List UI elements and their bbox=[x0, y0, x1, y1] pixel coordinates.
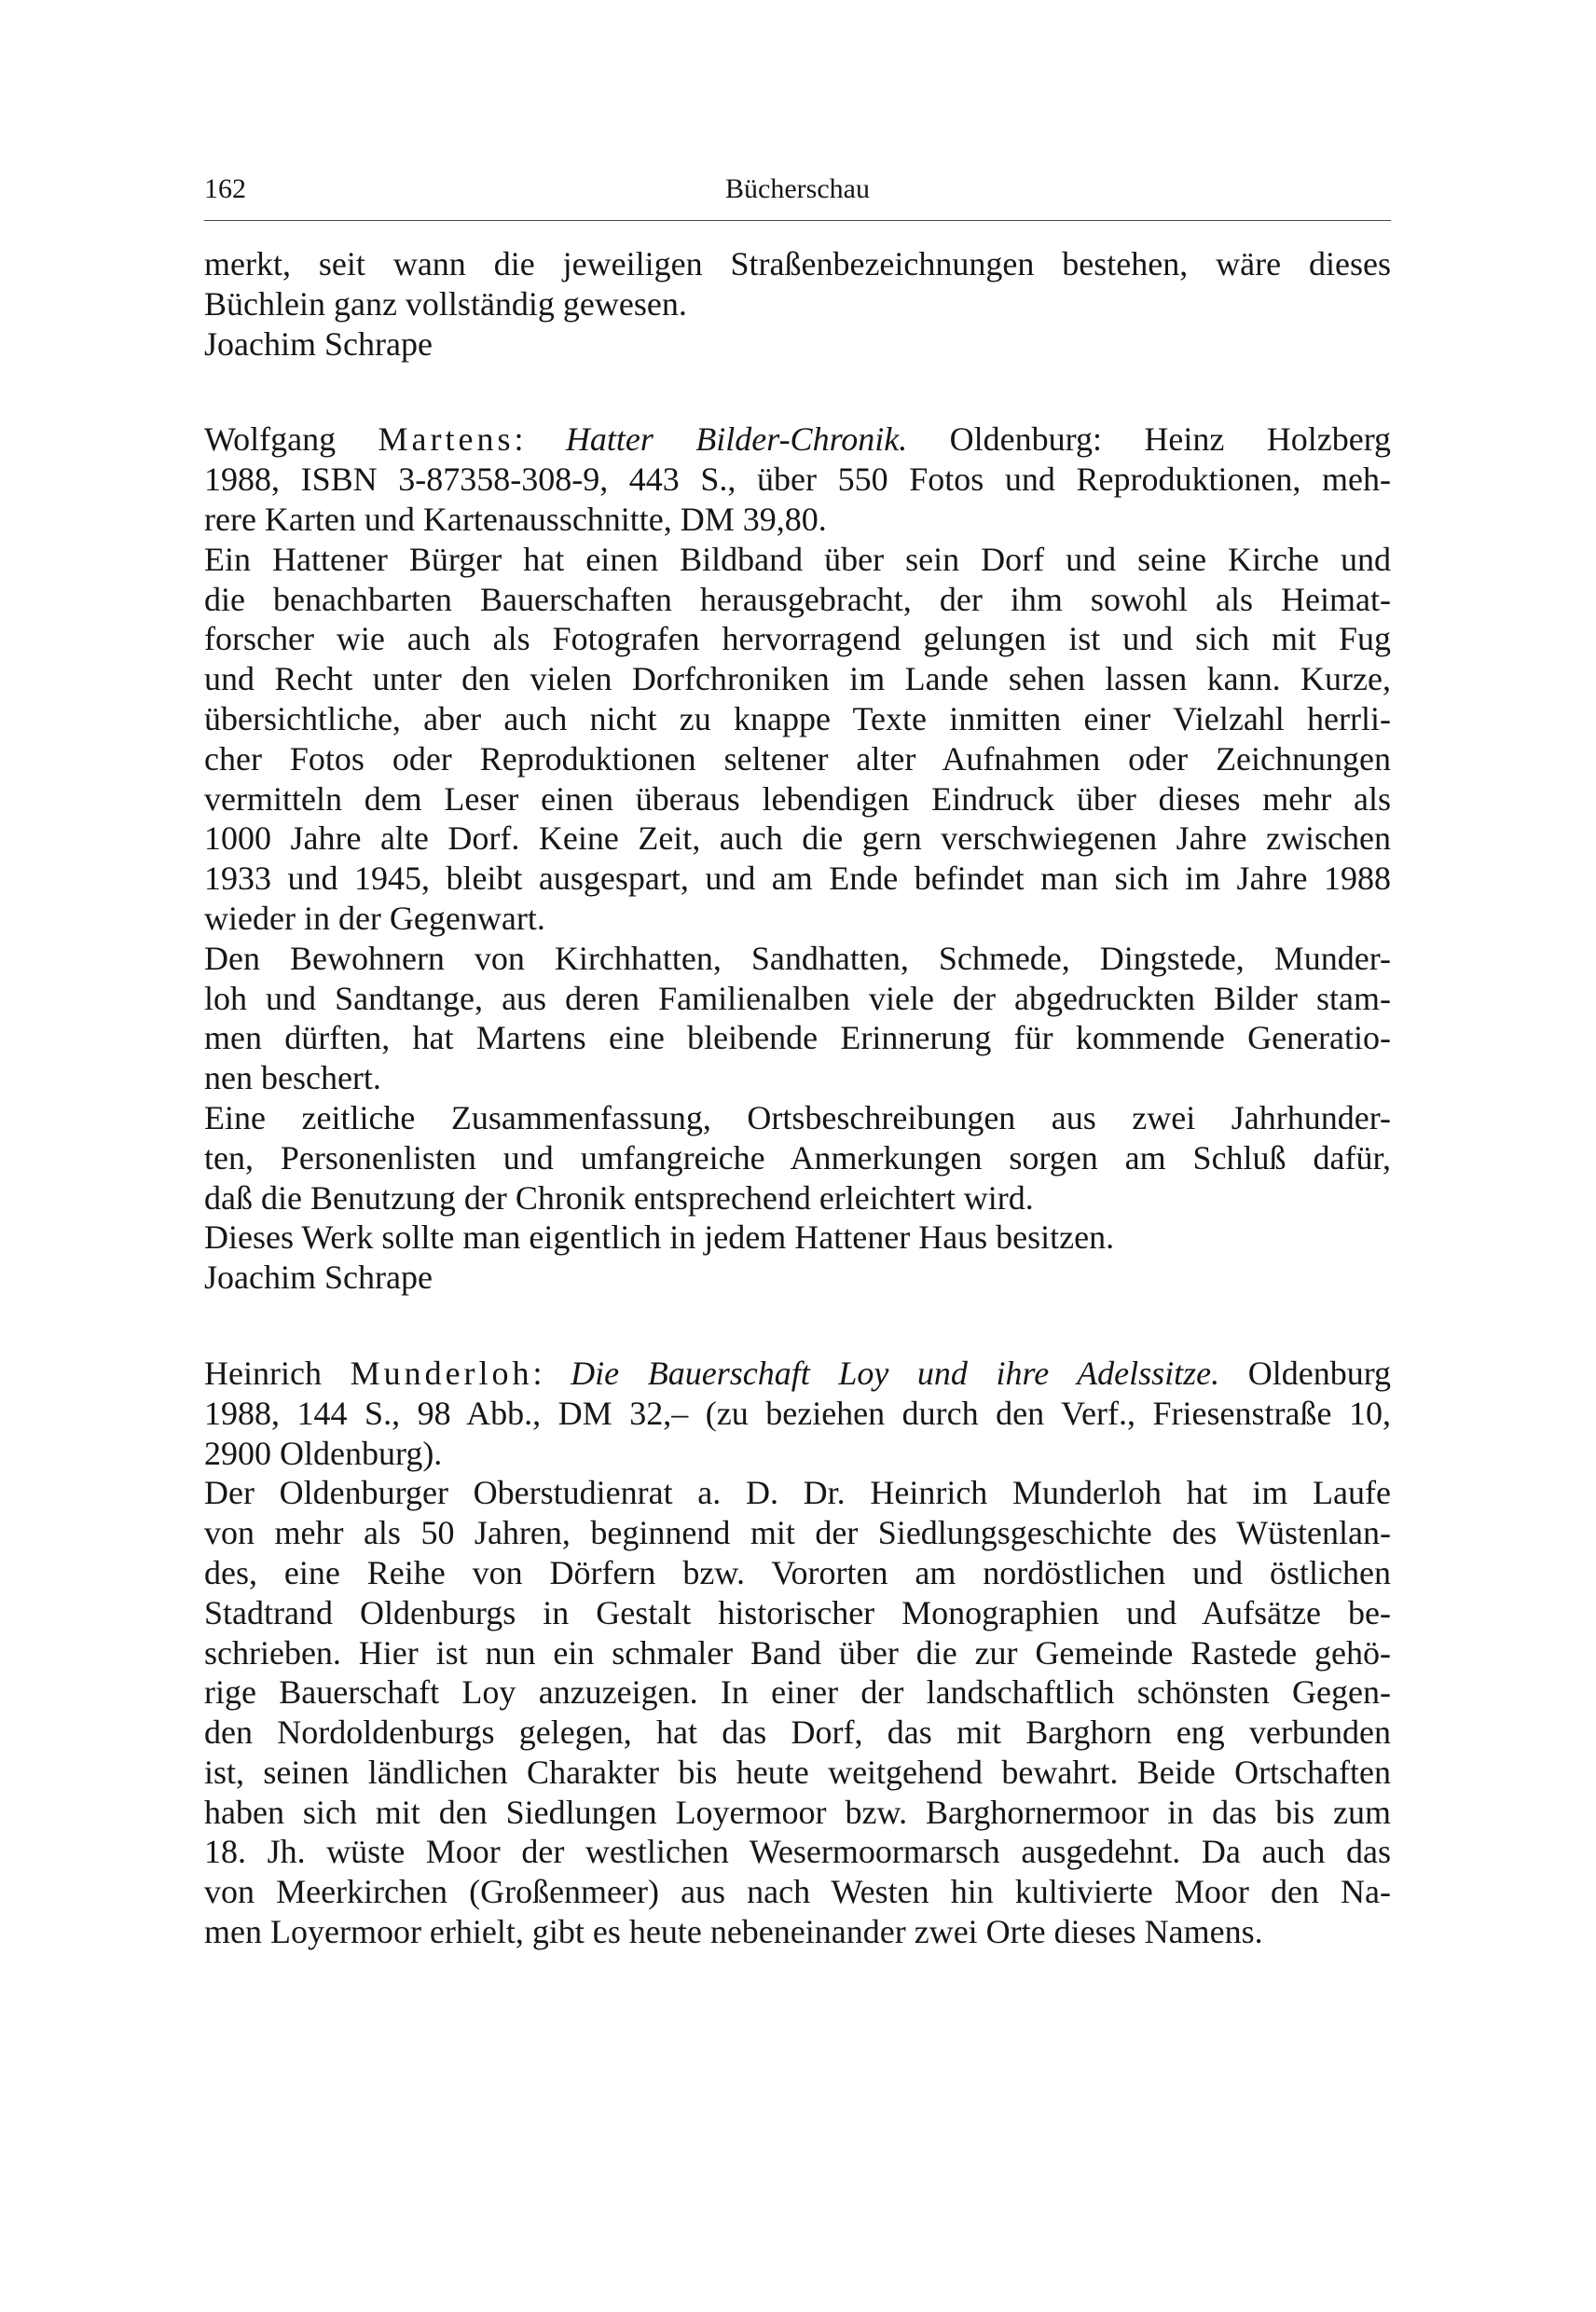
author-last-name: Martens bbox=[378, 420, 515, 459]
review-paragraph bbox=[204, 540, 1391, 939]
book-citation bbox=[204, 1354, 1391, 1473]
body-text bbox=[204, 244, 1391, 1952]
spacer bbox=[204, 364, 1391, 420]
running-title: Bücherschau bbox=[725, 173, 870, 204]
text-line: den Nordoldenburgs gelegen, hat das Dorf, das mit Barghorn eng verbunden bbox=[204, 1713, 1391, 1752]
text-line: ist, seinen ländlichen Charakter bis heute weitgehend bewahrt. Beide Ortschaften bbox=[204, 1753, 1391, 1791]
review-munderloh bbox=[204, 1354, 1391, 1952]
text-line: Büchlein ganz vollständig gewesen. bbox=[204, 284, 687, 323]
book-title: Die Bauerschaft Loy und ihre Adelssitze. bbox=[571, 1354, 1220, 1392]
review-paragraph bbox=[204, 1218, 1391, 1258]
text-line: Stadtrand Oldenburgs in Gestalt historischer Monographien und Aufsätze be- bbox=[204, 1593, 1391, 1631]
text-line: haben sich mit den Siedlungen Loyermoor bzw. Barghornermoor in das bis zum bbox=[204, 1793, 1391, 1831]
book-citation bbox=[204, 420, 1391, 539]
spacer bbox=[204, 1298, 1391, 1354]
citation-line bbox=[204, 1354, 1391, 1394]
review-martens bbox=[204, 420, 1391, 1298]
text-line: cher Fotos oder Reproduktionen seltener alter Aufnahmen oder Zeichnungen bbox=[204, 739, 1391, 778]
author-first-name: Heinrich bbox=[204, 1354, 322, 1392]
page-number: 162 bbox=[204, 173, 246, 204]
citation-line: 1988, 144 S., 98 Abb., DM 32,– (zu beziehen durch den Verf., Friesenstraße 10, bbox=[204, 1394, 1391, 1432]
citation-line: rere Karten und Kartenausschnitte, DM 39,80. bbox=[204, 500, 827, 538]
text-line: Ein Hattener Bürger hat einen Bildband über sein Dorf und seine Kirche und bbox=[204, 540, 1391, 578]
text-line: merkt, seit wann die jeweiligen Straßenbezeichnungen bestehen, wäre dieses bbox=[204, 245, 1391, 282]
text-line: wieder in der Gegenwart. bbox=[204, 899, 545, 937]
text-line: men dürften, hat Martens eine bleibende Erinnerung für kommende Generatio- bbox=[204, 1019, 1391, 1057]
text-line: forscher wie auch als Fotografen hervorragend gelungen ist und sich mit Fug bbox=[204, 620, 1391, 658]
text-line: und Recht unter den vielen Dorfchroniken im Lande sehen lassen kann. Kurze, bbox=[204, 660, 1391, 698]
text-line: des, eine Reihe von Dörfern bzw. Vororten am nordöstlichen und östlichen bbox=[204, 1553, 1391, 1591]
text-line: die benachbarten Bauerschaften herausgebracht, der ihm sowohl als Heimat- bbox=[204, 580, 1391, 618]
citation-colon: : bbox=[514, 420, 524, 459]
text-line: loh und Sandtange, aus deren Familienalben viele der abgedruckten Bilder stam- bbox=[204, 979, 1391, 1017]
text-line: daß die Benutzung der Chronik entsprechend erleichtert wird. bbox=[204, 1178, 1034, 1217]
text-line: vermitteln dem Leser einen überaus lebendigen Eindruck über dieses mehr als bbox=[204, 779, 1391, 818]
citation-line: 1988, ISBN 3-87358-308-9, 443 S., über 550 Fotos und Reproduktionen, meh- bbox=[204, 461, 1391, 499]
text-line: Der Oldenburger Oberstudienrat a. D. Dr. Heinrich Munderloh hat im Laufe bbox=[204, 1474, 1391, 1512]
text-line: ten, Personenlisten und umfangreiche Anmerkungen sorgen am Schluß dafür, bbox=[204, 1138, 1391, 1177]
header-rule bbox=[204, 220, 1391, 221]
text-line: von mehr als 50 Jahren, beginnend mit der Siedlungsgeschichte des Wüstenlan- bbox=[204, 1514, 1391, 1552]
text-line: übersichtliche, aber auch nicht zu knappe Texte inmitten einer Vielzahl herrli- bbox=[204, 699, 1391, 737]
text-line: nen beschert. bbox=[204, 1059, 381, 1097]
reviewer-signature: Joachim Schrape bbox=[204, 324, 433, 363]
text-line: rige Bauerschaft Loy anzuzeigen. In einer der landschaftlich schönsten Gegen- bbox=[204, 1673, 1391, 1712]
text-line: Eine zeitliche Zusammenfassung, Ortsbeschreibungen aus zwei Jahrhunder- bbox=[204, 1098, 1391, 1136]
publisher-info: Oldenburg: Heinz Holzberg bbox=[949, 420, 1392, 459]
reviewer-signature: Joachim Schrape bbox=[204, 1259, 433, 1297]
citation-line: 2900 Oldenburg). bbox=[204, 1434, 443, 1472]
intro-paragraph bbox=[204, 244, 1391, 324]
review-paragraph bbox=[204, 939, 1391, 1098]
running-head bbox=[204, 171, 1391, 208]
text-line: von Meerkirchen (Großenmeer) aus nach Westen hin kultivierte Moor den Na- bbox=[204, 1873, 1391, 1911]
text-line: schrieben. Hier ist nun ein schmaler Band über die zur Gemeinde Rastede gehö- bbox=[204, 1633, 1391, 1672]
text-line: Den Bewohnern von Kirchhatten, Sandhatten, Schmede, Dingstede, Munder- bbox=[204, 939, 1391, 977]
review-paragraph bbox=[204, 1473, 1391, 1952]
review-paragraph bbox=[204, 1098, 1391, 1218]
text-line: 1933 und 1945, bleibt ausgespart, und am Ende befindet man sich im Jahre 1988 bbox=[204, 860, 1391, 898]
publisher-info: Oldenburg bbox=[1247, 1354, 1392, 1392]
citation-colon: : bbox=[532, 1354, 543, 1392]
text-line: Dieses Werk sollte man eigentlich in jedem Hattener Haus besitzen. bbox=[204, 1218, 1115, 1257]
book-title: Hatter Bilder-Chronik. bbox=[565, 420, 908, 459]
text-line: men Loyermoor erhielt, gibt es heute nebeneinander zwei Orte dieses Namens. bbox=[204, 1913, 1263, 1951]
author-first-name: Wolfgang bbox=[204, 420, 337, 459]
author-last-name: Munderloh bbox=[350, 1354, 533, 1392]
text-line: 1000 Jahre alte Dorf. Keine Zeit, auch die gern verschwiegenen Jahre zwischen bbox=[204, 819, 1391, 858]
text-line: 18. Jh. wüste Moor der westlichen Wesermoormarsch ausgedehnt. Da auch das bbox=[204, 1833, 1391, 1871]
citation-line bbox=[204, 420, 1391, 460]
